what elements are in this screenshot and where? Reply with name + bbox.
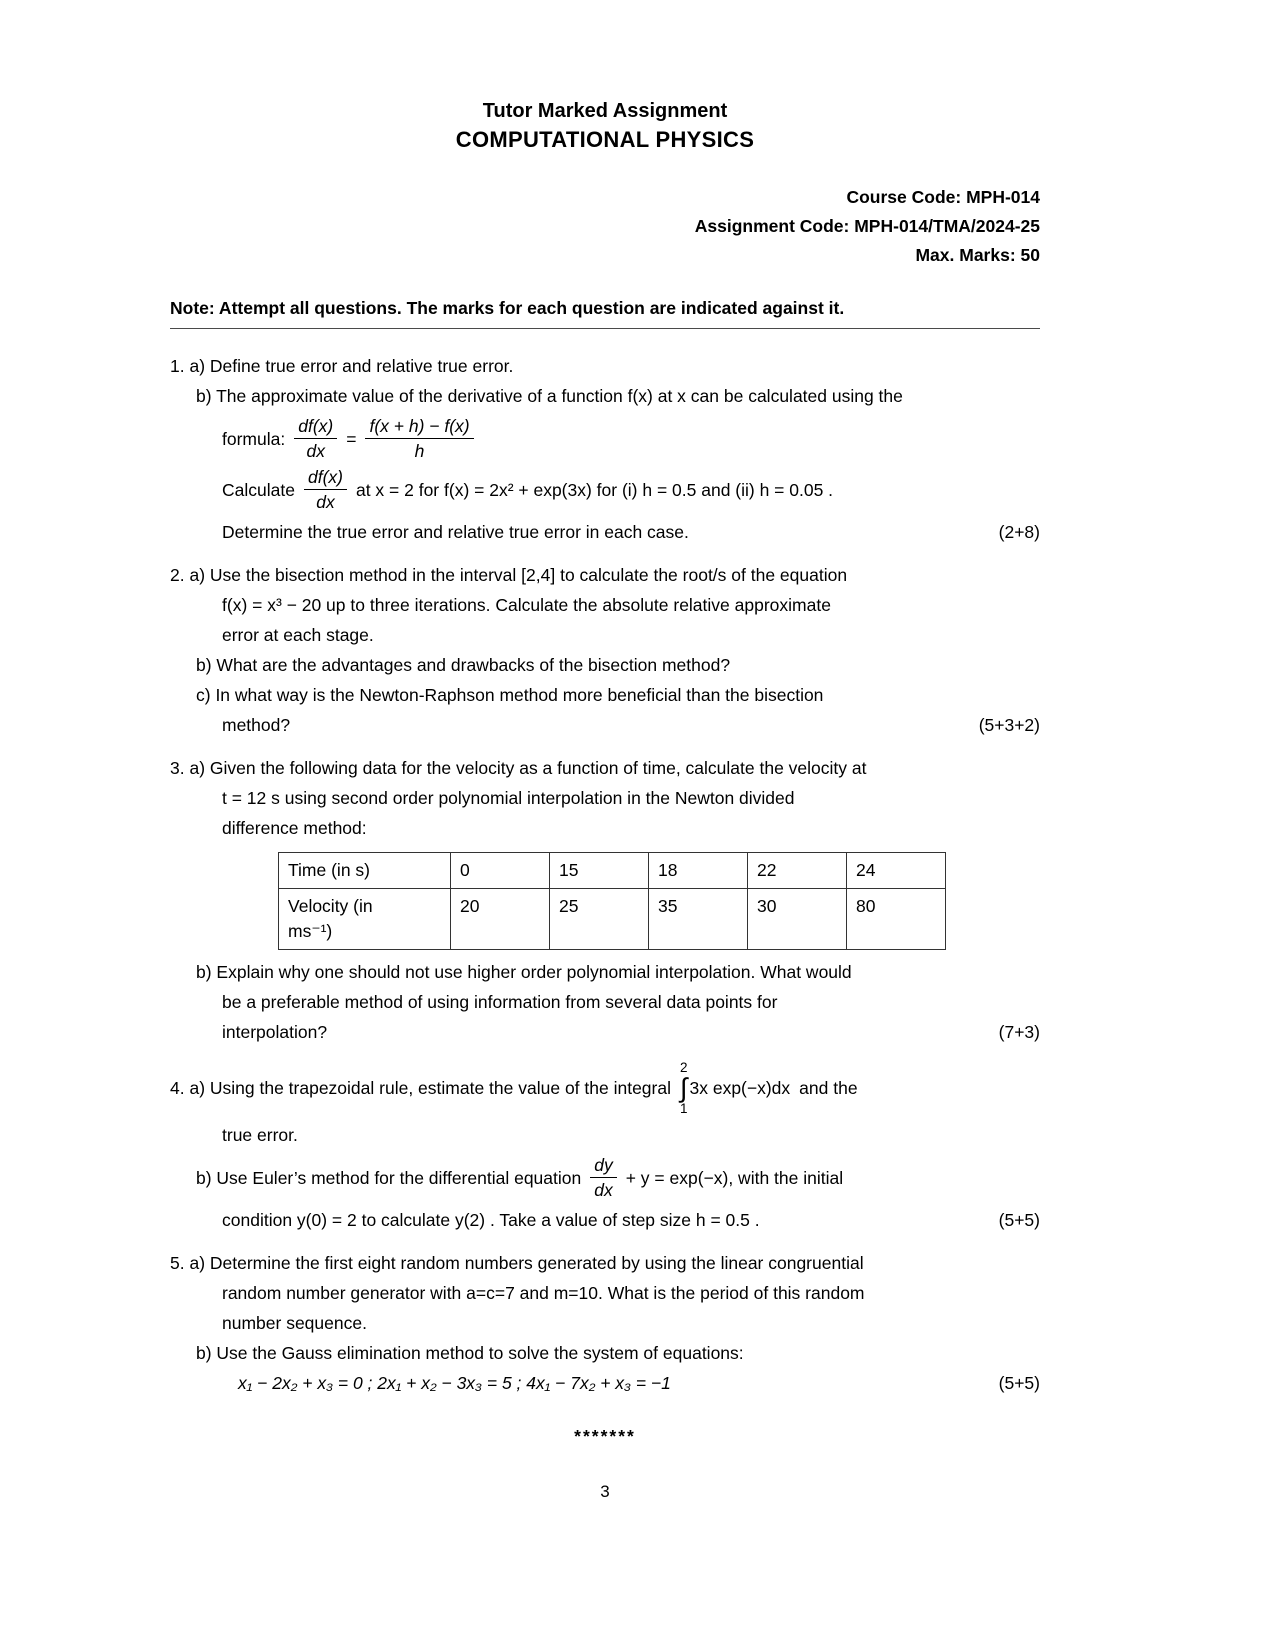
row-header-velocity-line1: Velocity (in bbox=[288, 896, 373, 916]
q4-condition-row bbox=[170, 1205, 1040, 1235]
note-line: Note: Attempt all questions. The marks for each question are indicated against it. bbox=[170, 298, 1040, 329]
table-cell: 30 bbox=[748, 889, 847, 950]
q3-part-a-line2: t = 12 s using second order polynomial interpolation in the Newton divided bbox=[222, 788, 795, 808]
table-cell: 0 bbox=[451, 853, 550, 889]
row-header-velocity bbox=[279, 889, 451, 950]
table-cell: 25 bbox=[550, 889, 649, 950]
dy-dx-fraction bbox=[590, 1154, 616, 1201]
table-cell: 35 bbox=[649, 889, 748, 950]
q5-part-b-line1: b) Use the Gauss elimination method to solve the system of equations: bbox=[196, 1343, 744, 1363]
integral-expression bbox=[680, 1060, 790, 1116]
q2-marks: (5+3+2) bbox=[978, 715, 1040, 735]
q2-part-c-line2: method? bbox=[222, 715, 291, 735]
q1-calculate-rest: at x = 2 for f(x) = 2x² + exp(3x) for (i) h = 0.5 and (ii) h = 0.05 . bbox=[355, 479, 834, 500]
course-title: COMPUTATIONAL PHYSICS bbox=[455, 127, 755, 152]
q4-part-a-pre: 4. a) Using the trapezoidal rule, estimate the value of the integral bbox=[170, 1078, 671, 1098]
q3-marks: (7+3) bbox=[998, 1022, 1040, 1042]
difference-quotient-fraction bbox=[365, 415, 473, 462]
max-marks: Max. Marks: 50 bbox=[915, 245, 1040, 265]
row-header-velocity-line2: ms⁻¹) bbox=[288, 921, 333, 941]
table-cell: 15 bbox=[550, 853, 649, 889]
q1-part-a: 1. a) Define true error and relative true error. bbox=[170, 356, 514, 376]
table-cell: 20 bbox=[451, 889, 550, 950]
table-cell: 80 bbox=[847, 889, 946, 950]
fraction-denominator: dx bbox=[306, 441, 325, 461]
integral-lower-limit: 1 bbox=[679, 1101, 688, 1116]
assignment-code: Assignment Code: MPH-014/TMA/2024-25 bbox=[694, 216, 1040, 236]
table-cell: 24 bbox=[847, 853, 946, 889]
q3-part-b-line1: b) Explain why one should not use higher order polynomial interpolation. What would bbox=[196, 962, 852, 982]
q5-part-a-line1: 5. a) Determine the first eight random numbers generated by using the linear congruential bbox=[170, 1253, 864, 1273]
q2-part-c-row bbox=[170, 710, 1040, 740]
q4-part-b-pre: b) Use Euler’s method for the differential equation bbox=[196, 1167, 582, 1188]
q3-part-a-line1: 3. a) Given the following data for the velocity as a function of time, calculate the velocity at bbox=[170, 758, 867, 778]
question-4 bbox=[170, 1060, 1040, 1235]
q4-part-a-line2: true error. bbox=[222, 1125, 298, 1145]
doc-header bbox=[170, 100, 1040, 153]
table-cell: 22 bbox=[748, 853, 847, 889]
q1-formula-label: formula: bbox=[222, 428, 286, 449]
q1-calculate-label: Calculate bbox=[222, 479, 295, 500]
equals-sign: = bbox=[346, 428, 357, 449]
q2-part-c-line1: c) In what way is the Newton-Raphson method more beneficial than the bisection bbox=[196, 685, 824, 705]
q5-part-a-line2: random number generator with a=c=7 and m=10. What is the period of this random bbox=[222, 1283, 865, 1303]
q5-marks: (5+5) bbox=[998, 1373, 1040, 1393]
q2-part-a-line2: f(x) = x³ − 20 up to three iterations. Calculate the absolute relative approximate bbox=[222, 595, 831, 615]
q4-part-b-line2: condition y(0) = 2 to calculate y(2) . Take a value of step size h = 0.5 . bbox=[222, 1210, 760, 1230]
derivative-fraction bbox=[304, 466, 347, 513]
fraction-numerator: df(x) bbox=[294, 415, 337, 439]
q2-part-a-line3: error at each stage. bbox=[222, 625, 374, 645]
assignment-title: Tutor Marked Assignment bbox=[482, 100, 728, 122]
row-header-time: Time (in s) bbox=[279, 853, 451, 889]
integral-upper-limit: 2 bbox=[679, 1060, 688, 1075]
fraction-numerator: f(x + h) − f(x) bbox=[365, 415, 473, 439]
q1-determine-row bbox=[170, 517, 1040, 547]
q1-part-b-line1: b) The approximate value of the derivative of a function f(x) at x can be calculated using the bbox=[196, 386, 903, 406]
q1-determine-text: Determine the true error and relative true error in each case. bbox=[222, 522, 689, 542]
course-code: Course Code: MPH-014 bbox=[846, 187, 1040, 207]
q3-part-a-line3: difference method: bbox=[222, 818, 367, 838]
q1-calculate-line bbox=[170, 466, 1040, 513]
fraction-numerator: df(x) bbox=[304, 466, 347, 490]
q1-marks: (2+8) bbox=[998, 522, 1040, 542]
end-of-paper-asterisks: ******* bbox=[574, 1426, 636, 1446]
integrand: 3x exp(−x)dx bbox=[689, 1078, 791, 1098]
q4-part-a-post: and the bbox=[799, 1078, 858, 1098]
q3-part-b-line3: interpolation? bbox=[222, 1022, 328, 1042]
q5-system-of-equations: x₁ − 2x₂ + x₃ = 0 ; 2x₁ + x₂ − 3x₃ = 5 ; 4x₁ − 7x₂ + x₃ = −1 bbox=[238, 1373, 671, 1393]
integral-sign: ∫ bbox=[680, 1073, 688, 1103]
q5-equation-row bbox=[170, 1368, 1040, 1398]
fraction-denominator: dx bbox=[594, 1180, 613, 1200]
fraction-denominator: h bbox=[414, 441, 425, 461]
question-3 bbox=[170, 753, 1040, 1047]
fraction-numerator: dy bbox=[590, 1154, 616, 1178]
table-row-velocity bbox=[279, 889, 946, 950]
course-meta bbox=[170, 183, 1040, 270]
velocity-data-table bbox=[278, 852, 946, 950]
q3-part-b-line2: be a preferable method of using information from several data points for bbox=[222, 992, 778, 1012]
q2-part-a-line1: 2. a) Use the bisection method in the interval [2,4] to calculate the root/s of the equation bbox=[170, 565, 848, 585]
q2-part-b: b) What are the advantages and drawbacks of the bisection method? bbox=[196, 655, 731, 675]
question-5 bbox=[170, 1248, 1040, 1398]
derivative-fraction bbox=[294, 415, 337, 462]
q3-part-b-row bbox=[170, 1017, 1040, 1047]
q4-integral-line bbox=[170, 1060, 1040, 1116]
table-row-time bbox=[279, 853, 946, 889]
integral-sign-with-limits bbox=[680, 1060, 688, 1116]
q1-formula-line bbox=[170, 415, 1040, 462]
q4-euler-line bbox=[170, 1154, 1040, 1201]
questions-content bbox=[170, 351, 1040, 1447]
table-cell: 18 bbox=[649, 853, 748, 889]
page-number: 3 bbox=[600, 1482, 610, 1501]
q4-marks: (5+5) bbox=[998, 1210, 1040, 1230]
question-2 bbox=[170, 560, 1040, 740]
q4-part-b-post: + y = exp(−x), with the initial bbox=[625, 1167, 844, 1188]
question-1 bbox=[170, 351, 1040, 547]
q5-part-a-line3: number sequence. bbox=[222, 1313, 367, 1333]
fraction-denominator: dx bbox=[316, 492, 335, 512]
